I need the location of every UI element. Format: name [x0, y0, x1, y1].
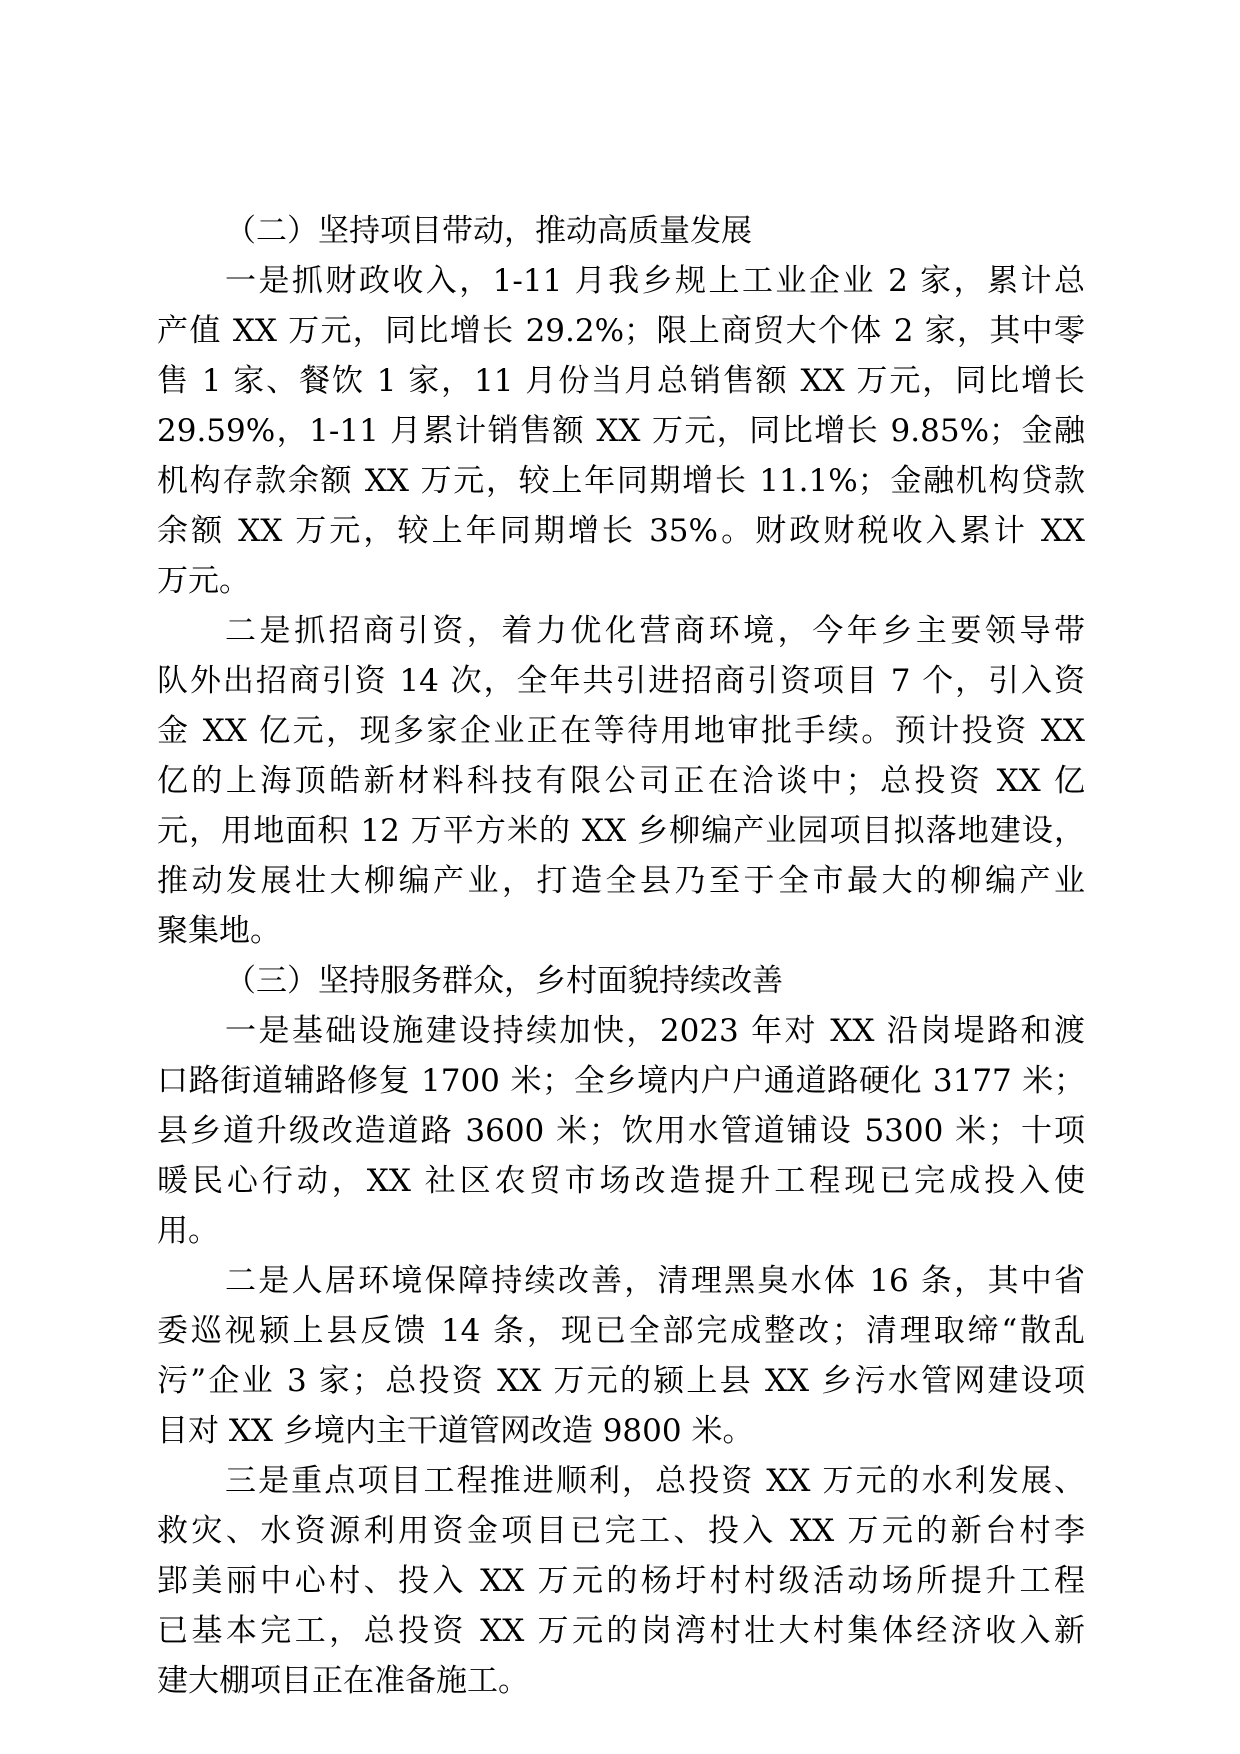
text-line: 29.59%，1-11 月累计销售额 XX 万元，同比增长 9.85%；金融	[157, 413, 1085, 449]
text-line: 污”企业 3 家；总投资 XX 万元的颍上县 XX 乡污水管网建设项	[157, 1363, 1085, 1399]
text-line: 县乡道升级改造道路 3600 米；饮用水管道铺设 5300 米；十项	[157, 1113, 1085, 1149]
paragraph	[157, 1456, 1085, 1706]
text-line: 推动发展壮大柳编产业，打造全县乃至于全市最大的柳编产业	[157, 863, 1085, 899]
text-line: 产值 XX 万元，同比增长 29.2%；限上商贸大个体 2 家，其中零	[157, 313, 1085, 349]
text-line: 三是重点项目工程推进顺利，总投资 XX 万元的水利发展、	[225, 1463, 1085, 1499]
text-line: 委巡视颍上县反馈 14 条，现已全部完成整改；清理取缔“散乱	[157, 1313, 1085, 1349]
text-line: 建大棚项目正在准备施工。	[157, 1663, 529, 1699]
text-line: 救灾、水资源利用资金项目已完工、投入 XX 万元的新台村李	[157, 1513, 1085, 1549]
text-line: 聚集地。	[157, 913, 281, 949]
text-line: 售 1 家、餐饮 1 家，11 月份当月总销售额 XX 万元，同比增长	[157, 363, 1085, 399]
text-line: 一是基础设施建设持续加快，2023 年对 XX 沿岗堤路和渡	[225, 1013, 1085, 1049]
section-heading: （二）坚持项目带动，推动高质量发展	[225, 213, 752, 249]
text-line: 二是人居环境保障持续改善，清理黑臭水体 16 条，其中省	[225, 1263, 1085, 1299]
text-line: 队外出招商引资 14 次，全年共引进招商引资项目 7 个，引入资	[157, 663, 1085, 699]
section-heading: （三）坚持服务群众，乡村面貌持续改善	[225, 963, 783, 999]
text-line: 暖民心行动，XX 社区农贸市场改造提升工程现已完成投入使	[157, 1163, 1085, 1199]
text-line: 目对 XX 乡境内主干道管网改造 9800 米。	[157, 1413, 754, 1449]
paragraph	[157, 256, 1085, 606]
text-line: 万元。	[157, 563, 250, 599]
text-line: 口路街道辅路修复 1700 米；全乡境内户户通道路硬化 3177 米；	[157, 1063, 1085, 1099]
text-line: 已基本完工，总投资 XX 万元的岗湾村壮大村集体经济收入新	[157, 1613, 1085, 1649]
text-line: 余额 XX 万元，较上年同期增长 35%。财政财税收入累计 XX	[157, 513, 1085, 549]
document-page	[157, 206, 1085, 1706]
paragraph	[157, 1256, 1085, 1456]
paragraph	[157, 606, 1085, 956]
text-line: 用。	[157, 1213, 219, 1249]
text-line: 金 XX 亿元，现多家企业正在等待用地审批手续。预计投资 XX	[157, 713, 1085, 749]
text-line: 机构存款余额 XX 万元，较上年同期增长 11.1%；金融机构贷款	[157, 463, 1085, 499]
text-line: 元，用地面积 12 万平方米的 XX 乡柳编产业园项目拟落地建设，	[157, 813, 1085, 849]
text-line: 一是抓财政收入，1-11 月我乡规上工业企业 2 家，累计总	[225, 263, 1085, 299]
text-line: 二是抓招商引资，着力优化营商环境，今年乡主要领导带	[225, 613, 1085, 649]
text-line: 郢美丽中心村、投入 XX 万元的杨圩村村级活动场所提升工程	[157, 1563, 1085, 1599]
paragraph	[157, 1006, 1085, 1256]
text-line: 亿的上海顶皓新材料科技有限公司正在洽谈中；总投资 XX 亿	[157, 763, 1085, 799]
